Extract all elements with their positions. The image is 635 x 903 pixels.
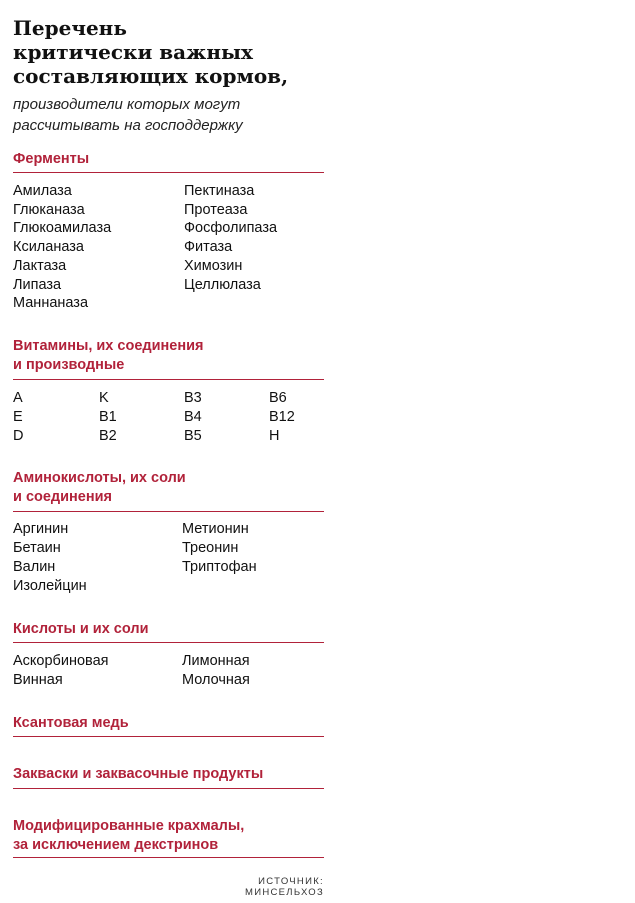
amino-item: Валин [13, 559, 56, 575]
vitamins-heading [13, 337, 323, 375]
vitamin-item: H [269, 428, 280, 444]
enzymes-heading: Ферменты [13, 151, 90, 167]
vitamin-item: E [13, 409, 23, 425]
vitamin-item: A [13, 390, 23, 406]
acids-divider [13, 642, 324, 643]
title-line-2: критически важных [13, 40, 253, 64]
starters-heading: Закваски и заквасочные продукты [13, 766, 264, 782]
title-line-1: Перечень [13, 16, 127, 40]
vitamin-item: B4 [184, 409, 202, 425]
amino-item: Метионин [182, 521, 249, 537]
vitamins-heading-line-1: Витамины, их соединения [13, 338, 204, 354]
enzyme-item: Химозин [184, 258, 243, 274]
vitamin-item: D [13, 428, 24, 444]
amino-heading-line-1: Аминокислоты, их соли [13, 470, 186, 486]
amino-item: Триптофан [182, 559, 257, 575]
starches-heading-line-2: за исключением декстринов [13, 837, 219, 853]
amino-item: Аргинин [13, 521, 69, 537]
enzyme-item: Маннаназа [13, 295, 89, 311]
amino-heading-line-2: и соединения [13, 489, 113, 505]
enzyme-item: Амилаза [13, 183, 72, 199]
subtitle-line-2: рассчитывать на господдержку [13, 117, 243, 134]
page-title [13, 16, 333, 88]
acid-item: Молочная [182, 672, 250, 688]
source-credit: ИСТОЧНИК: МИНСЕЛЬХОЗ [245, 876, 324, 898]
amino-item: Бетаин [13, 540, 61, 556]
page-subtitle [13, 94, 333, 136]
enzyme-item: Глюканаза [13, 202, 85, 218]
acid-item: Винная [13, 672, 63, 688]
enzyme-item: Глюкоамилаза [13, 220, 112, 236]
acid-item: Лимонная [182, 653, 250, 669]
enzyme-item: Фитаза [184, 239, 233, 255]
vitamin-item: B3 [184, 390, 202, 406]
vitamin-item: K [99, 390, 109, 406]
enzyme-item: Ксиланаза [13, 239, 84, 255]
vitamin-item: B2 [99, 428, 117, 444]
amino-item: Изолейцин [13, 578, 87, 594]
starches-heading-line-1: Модифицированные крахмалы, [13, 818, 245, 834]
copper-divider [13, 736, 324, 737]
enzyme-item: Пектиназа [184, 183, 255, 199]
enzyme-item: Целлюлаза [184, 277, 261, 293]
amino-divider [13, 511, 324, 512]
acid-item: Аскорбиновая [13, 653, 109, 669]
copper-heading: Ксантовая медь [13, 715, 129, 731]
vitamins-divider [13, 379, 324, 380]
subtitle-line-1: производители которых могут [13, 96, 241, 113]
enzyme-item: Фосфолипаза [184, 220, 278, 236]
amino-heading [13, 469, 323, 507]
title-line-3: составляющих кормов, [13, 64, 289, 88]
starches-divider [13, 857, 324, 858]
starches-heading [13, 817, 323, 855]
starters-divider [13, 788, 324, 789]
vitamin-item: B6 [269, 390, 287, 406]
amino-item: Треонин [182, 540, 239, 556]
vitamin-item: B1 [99, 409, 117, 425]
enzymes-divider [13, 172, 324, 173]
vitamin-item: B12 [269, 409, 295, 425]
acids-heading: Кислоты и их соли [13, 621, 149, 637]
vitamins-heading-line-2: и производные [13, 357, 125, 373]
enzyme-item: Липаза [13, 277, 62, 293]
enzyme-item: Лактаза [13, 258, 67, 274]
enzyme-item: Протеаза [184, 202, 248, 218]
vitamin-item: B5 [184, 428, 202, 444]
